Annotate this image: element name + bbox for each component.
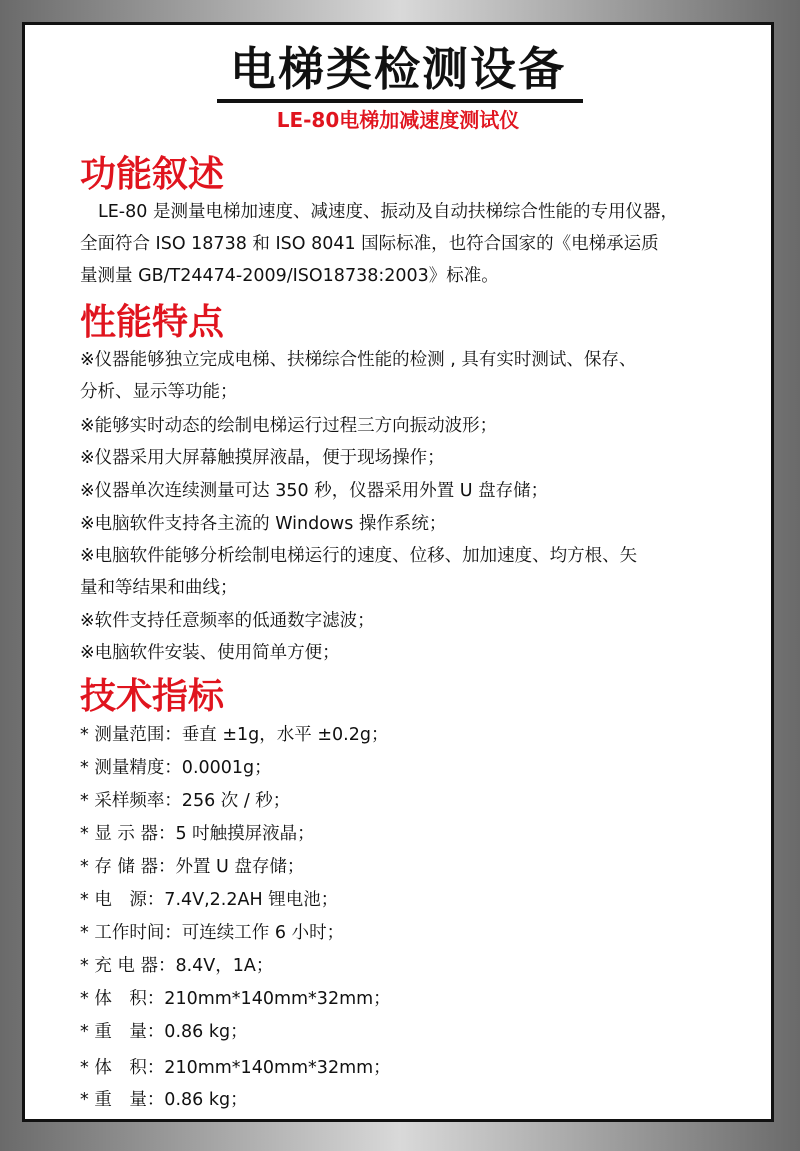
spec-line: * 重 量：0.86 kg；: [80, 1090, 248, 1110]
feature-line: ※电脑软件安装、使用简单方便；: [80, 643, 340, 663]
feature-line: ※软件支持任意频率的低通数字滤波；: [80, 611, 375, 631]
intro-line: 量测量 GB/T24474-2009/ISO18738:2003》标准。: [80, 266, 499, 286]
spec-line: * 测量精度：0.0001g；: [80, 758, 272, 778]
feature-line: ※仪器单次连续测量可达 350 秒，仪器采用外置 U 盘存储；: [80, 481, 549, 501]
spec-line: * 充 电 器：8.4V，1A；: [80, 956, 274, 976]
page-title: 电梯类检测设备: [230, 42, 566, 96]
feature-line: ※电脑软件能够分析绘制电梯运行的速度、位移、加加速度、均方根、矢: [80, 546, 638, 566]
feature-line: ※仪器能够独立完成电梯、扶梯综合性能的检测 , 具有实时测试、保存、: [80, 350, 637, 370]
section-heading-features: 性能特点: [80, 302, 225, 343]
page-subtitle: LE-80电梯加减速度测试仪: [276, 108, 520, 132]
spec-line: * 显 示 器：5 吋触摸屏液晶；: [80, 824, 315, 844]
feature-line: ※能够实时动态的绘制电梯运行过程三方向振动波形；: [80, 416, 498, 436]
section-heading-specs: 技术指标: [80, 676, 225, 717]
spec-line: * 测量范围：垂直 ±1g，水平 ±0.2g；: [80, 725, 389, 745]
spec-line: * 采样频率：256 次 / 秒；: [80, 791, 291, 811]
spec-line: * 重 量：0.86 kg；: [80, 1022, 248, 1042]
intro-line: LE-80 是测量电梯加速度、减速度、振动及自动扶梯综合性能的专用仪器，: [98, 202, 678, 222]
feature-line: 量和等结果和曲线；: [80, 578, 238, 598]
spec-line: * 存 储 器：外置 U 盘存储；: [80, 857, 305, 877]
spec-line: * 体 积：210mm*140mm*32mm；: [80, 989, 391, 1009]
title-underline: [217, 99, 583, 103]
spec-line: * 工作时间：可连续工作 6 小时；: [80, 923, 345, 943]
intro-line: 全面符合 ISO 18738 和 ISO 8041 国际标准，也符合国家的《电梯承运质: [80, 234, 659, 254]
feature-line: ※仪器采用大屏幕触摸屏液晶，便于现场操作；: [80, 448, 445, 468]
spec-line: * 电 源：7.4V,2.2AH 锂电池；: [80, 890, 339, 910]
feature-line: 分析、显示等功能；: [80, 382, 238, 402]
section-heading-intro: 功能叙述: [80, 154, 225, 195]
spec-line: * 体 积：210mm*140mm*32mm；: [80, 1058, 391, 1078]
feature-line: ※电脑软件支持各主流的 Windows 操作系统；: [80, 514, 447, 534]
document-panel: [22, 22, 774, 1122]
